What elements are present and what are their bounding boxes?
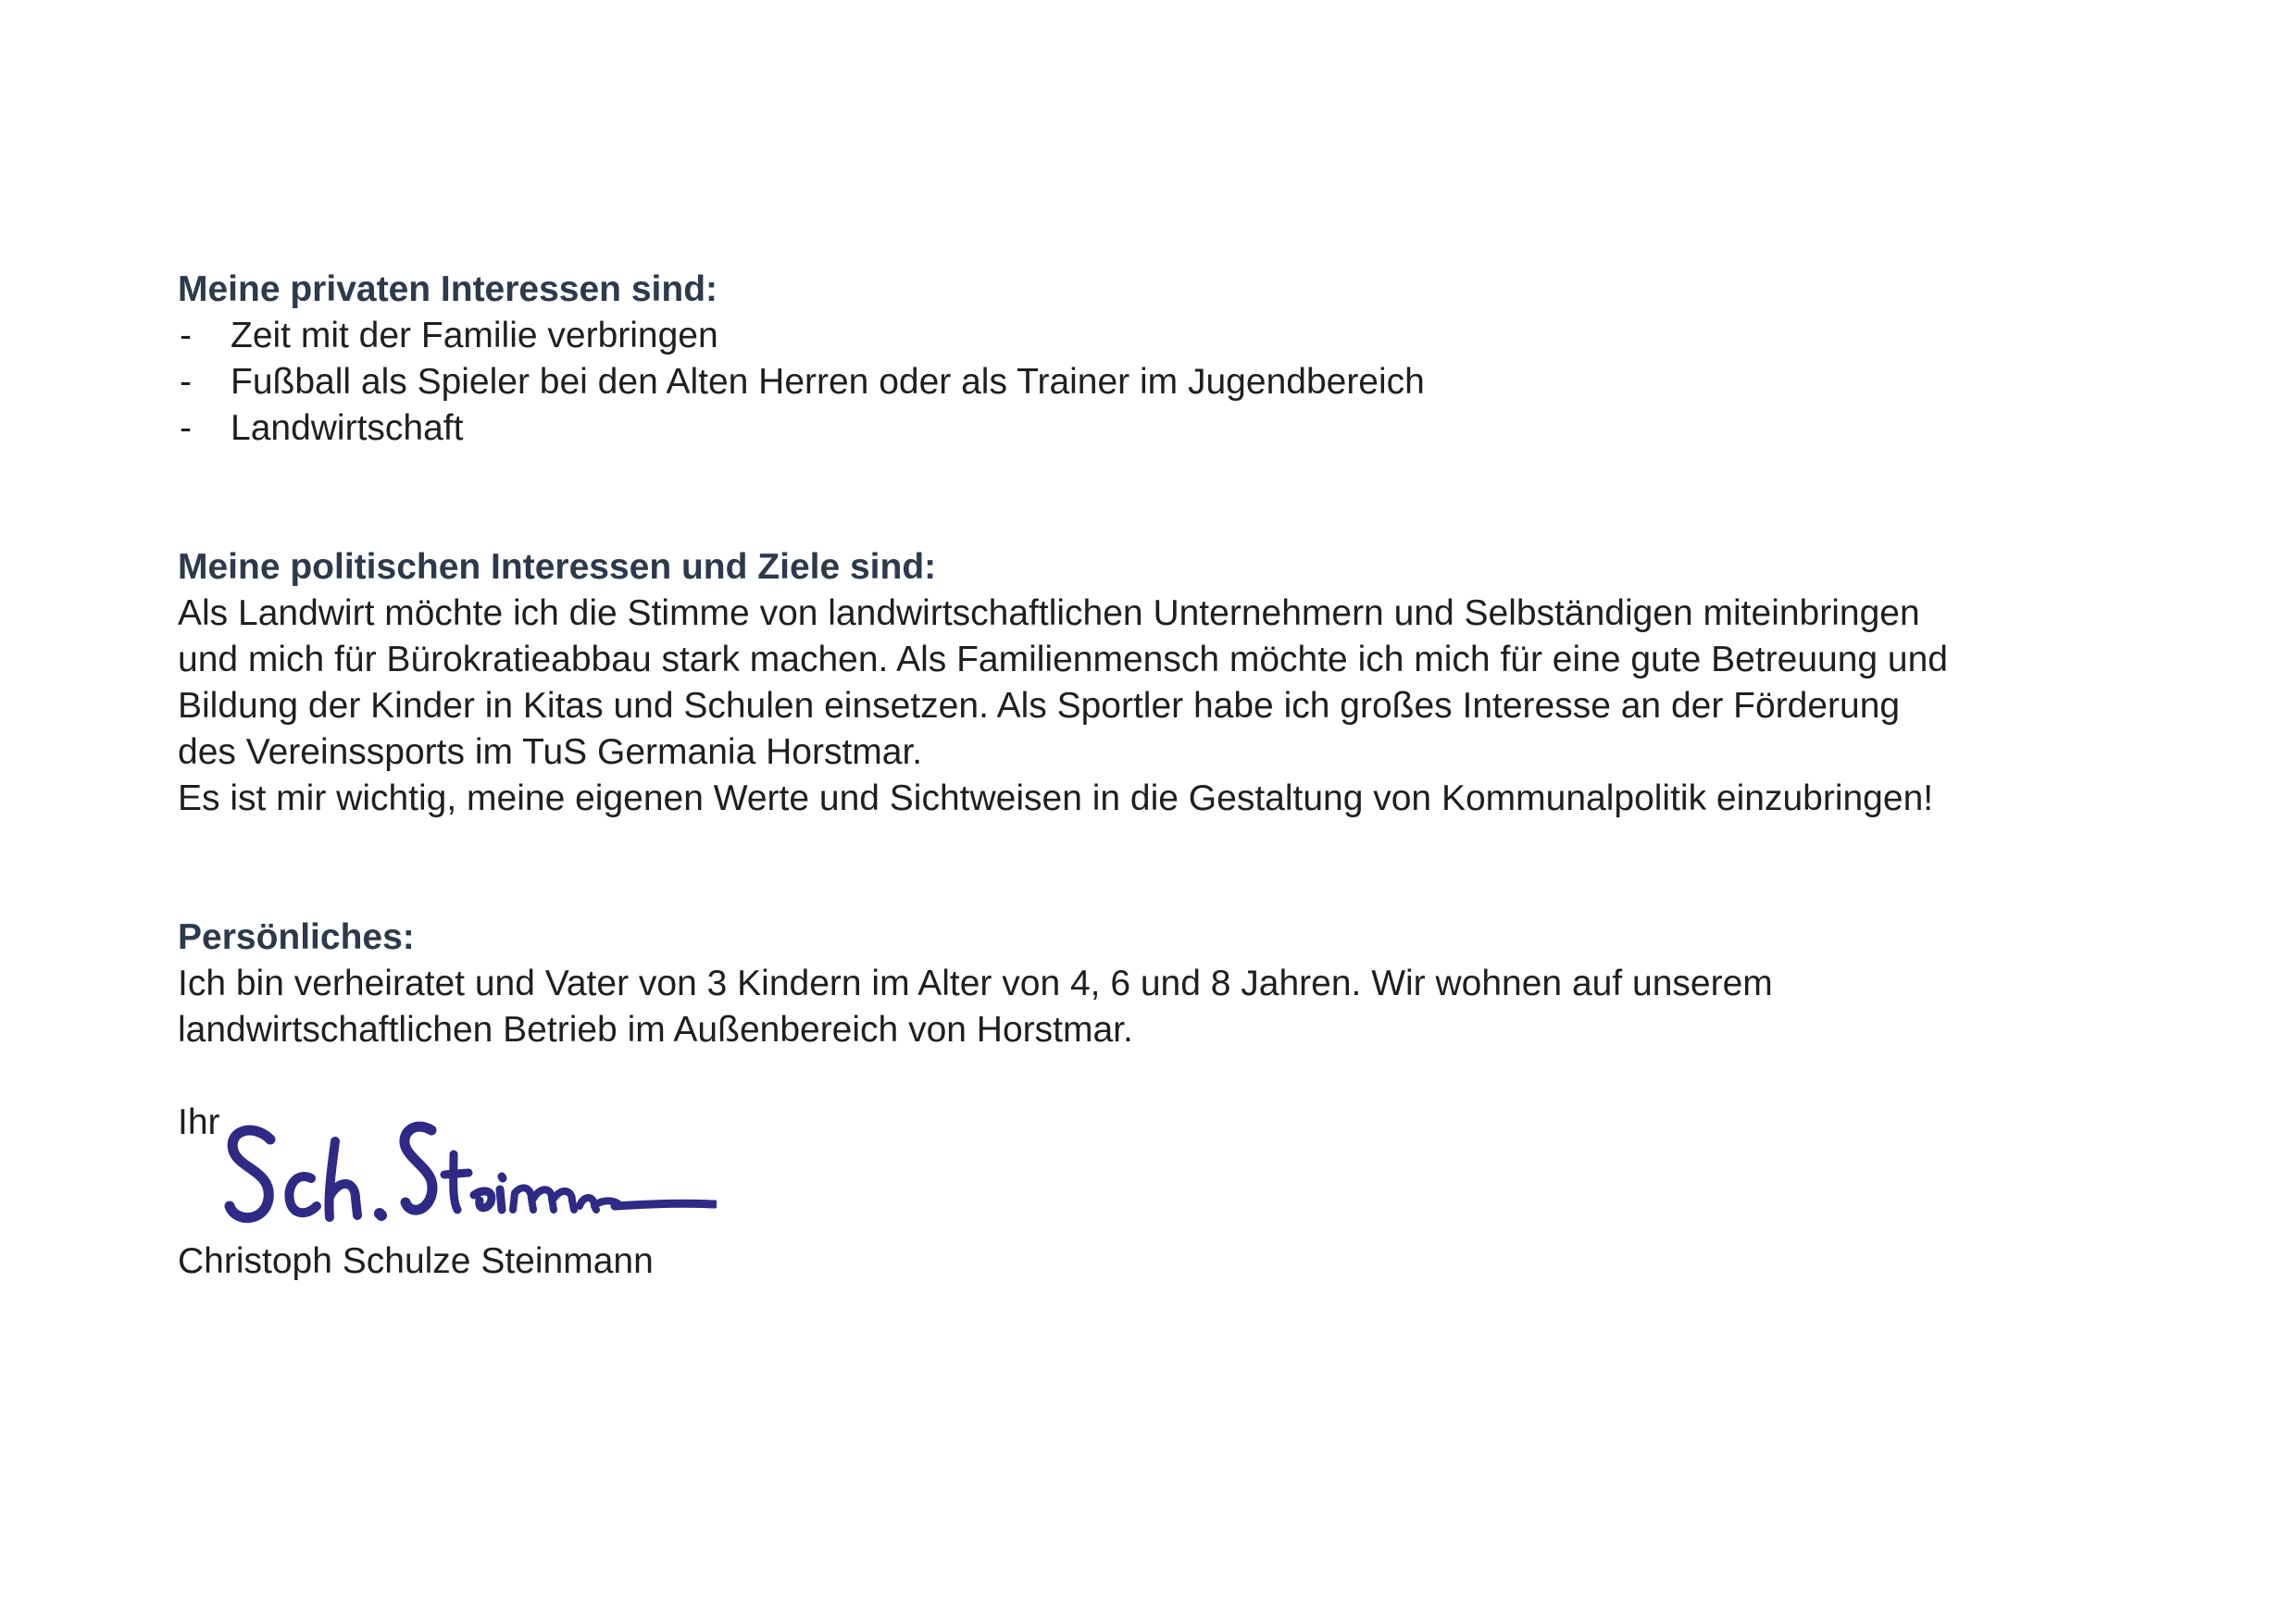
political-interests-heading: Meine politischen Interessen und Ziele sind: — [178, 547, 937, 587]
list-item: - Fußball als Spieler bei den Alten Herren oder als Trainer im Jugendbereich — [178, 359, 2233, 405]
political-line: Bildung der Kinder in Kitas und Schulen einsetzen. Als Sportler habe ich großes Interesse an der Förderung — [178, 686, 1901, 726]
private-interests-list — [178, 313, 2233, 452]
signer-name: Christoph Schulze Steinmann — [178, 1241, 654, 1281]
political-line: Als Landwirt möchte ich die Stimme von landwirtschaftlichen Unternehmern und Selbständigen miteinbringen — [178, 593, 1920, 633]
bullet-dash: - — [180, 408, 192, 448]
bullet-dash: - — [180, 316, 192, 355]
political-interests-section — [178, 544, 2233, 822]
list-item: - Landwirtschaft — [178, 405, 2233, 452]
political-line: und mich für Bürokratieabbau stark machen. Als Familienmensch möchte ich mich für eine gute Betreuung und — [178, 640, 1948, 679]
personal-section — [178, 915, 2233, 1053]
closing-block — [178, 1100, 2233, 1238]
handwritten-signature — [217, 1114, 717, 1234]
political-line: Es ist mir wichtig, meine eigenen Werte und Sichtweisen in die Gestaltung von Kommunalpolitik einzubringen! — [178, 778, 1934, 818]
salutation: Ihr — [178, 1102, 220, 1142]
list-item: - Zeit mit der Familie verbringen — [178, 313, 2233, 359]
personal-line: Ich bin verheiratet und Vater von 3 Kindern im Alter von 4, 6 und 8 Jahren. Wir wohnen auf unserem — [178, 964, 1773, 1003]
document-page — [178, 267, 2233, 1285]
private-interests-section — [178, 267, 2233, 452]
political-line: des Vereinssports im TuS Germania Horstmar. — [178, 732, 923, 772]
personal-line: landwirtschaftlichen Betrieb im Außenbereich von Horstmar. — [178, 1010, 1133, 1050]
private-interests-heading: Meine privaten Interessen sind: — [178, 269, 718, 309]
personal-heading: Persönliches: — [178, 917, 415, 957]
bullet-dash: - — [180, 362, 192, 402]
